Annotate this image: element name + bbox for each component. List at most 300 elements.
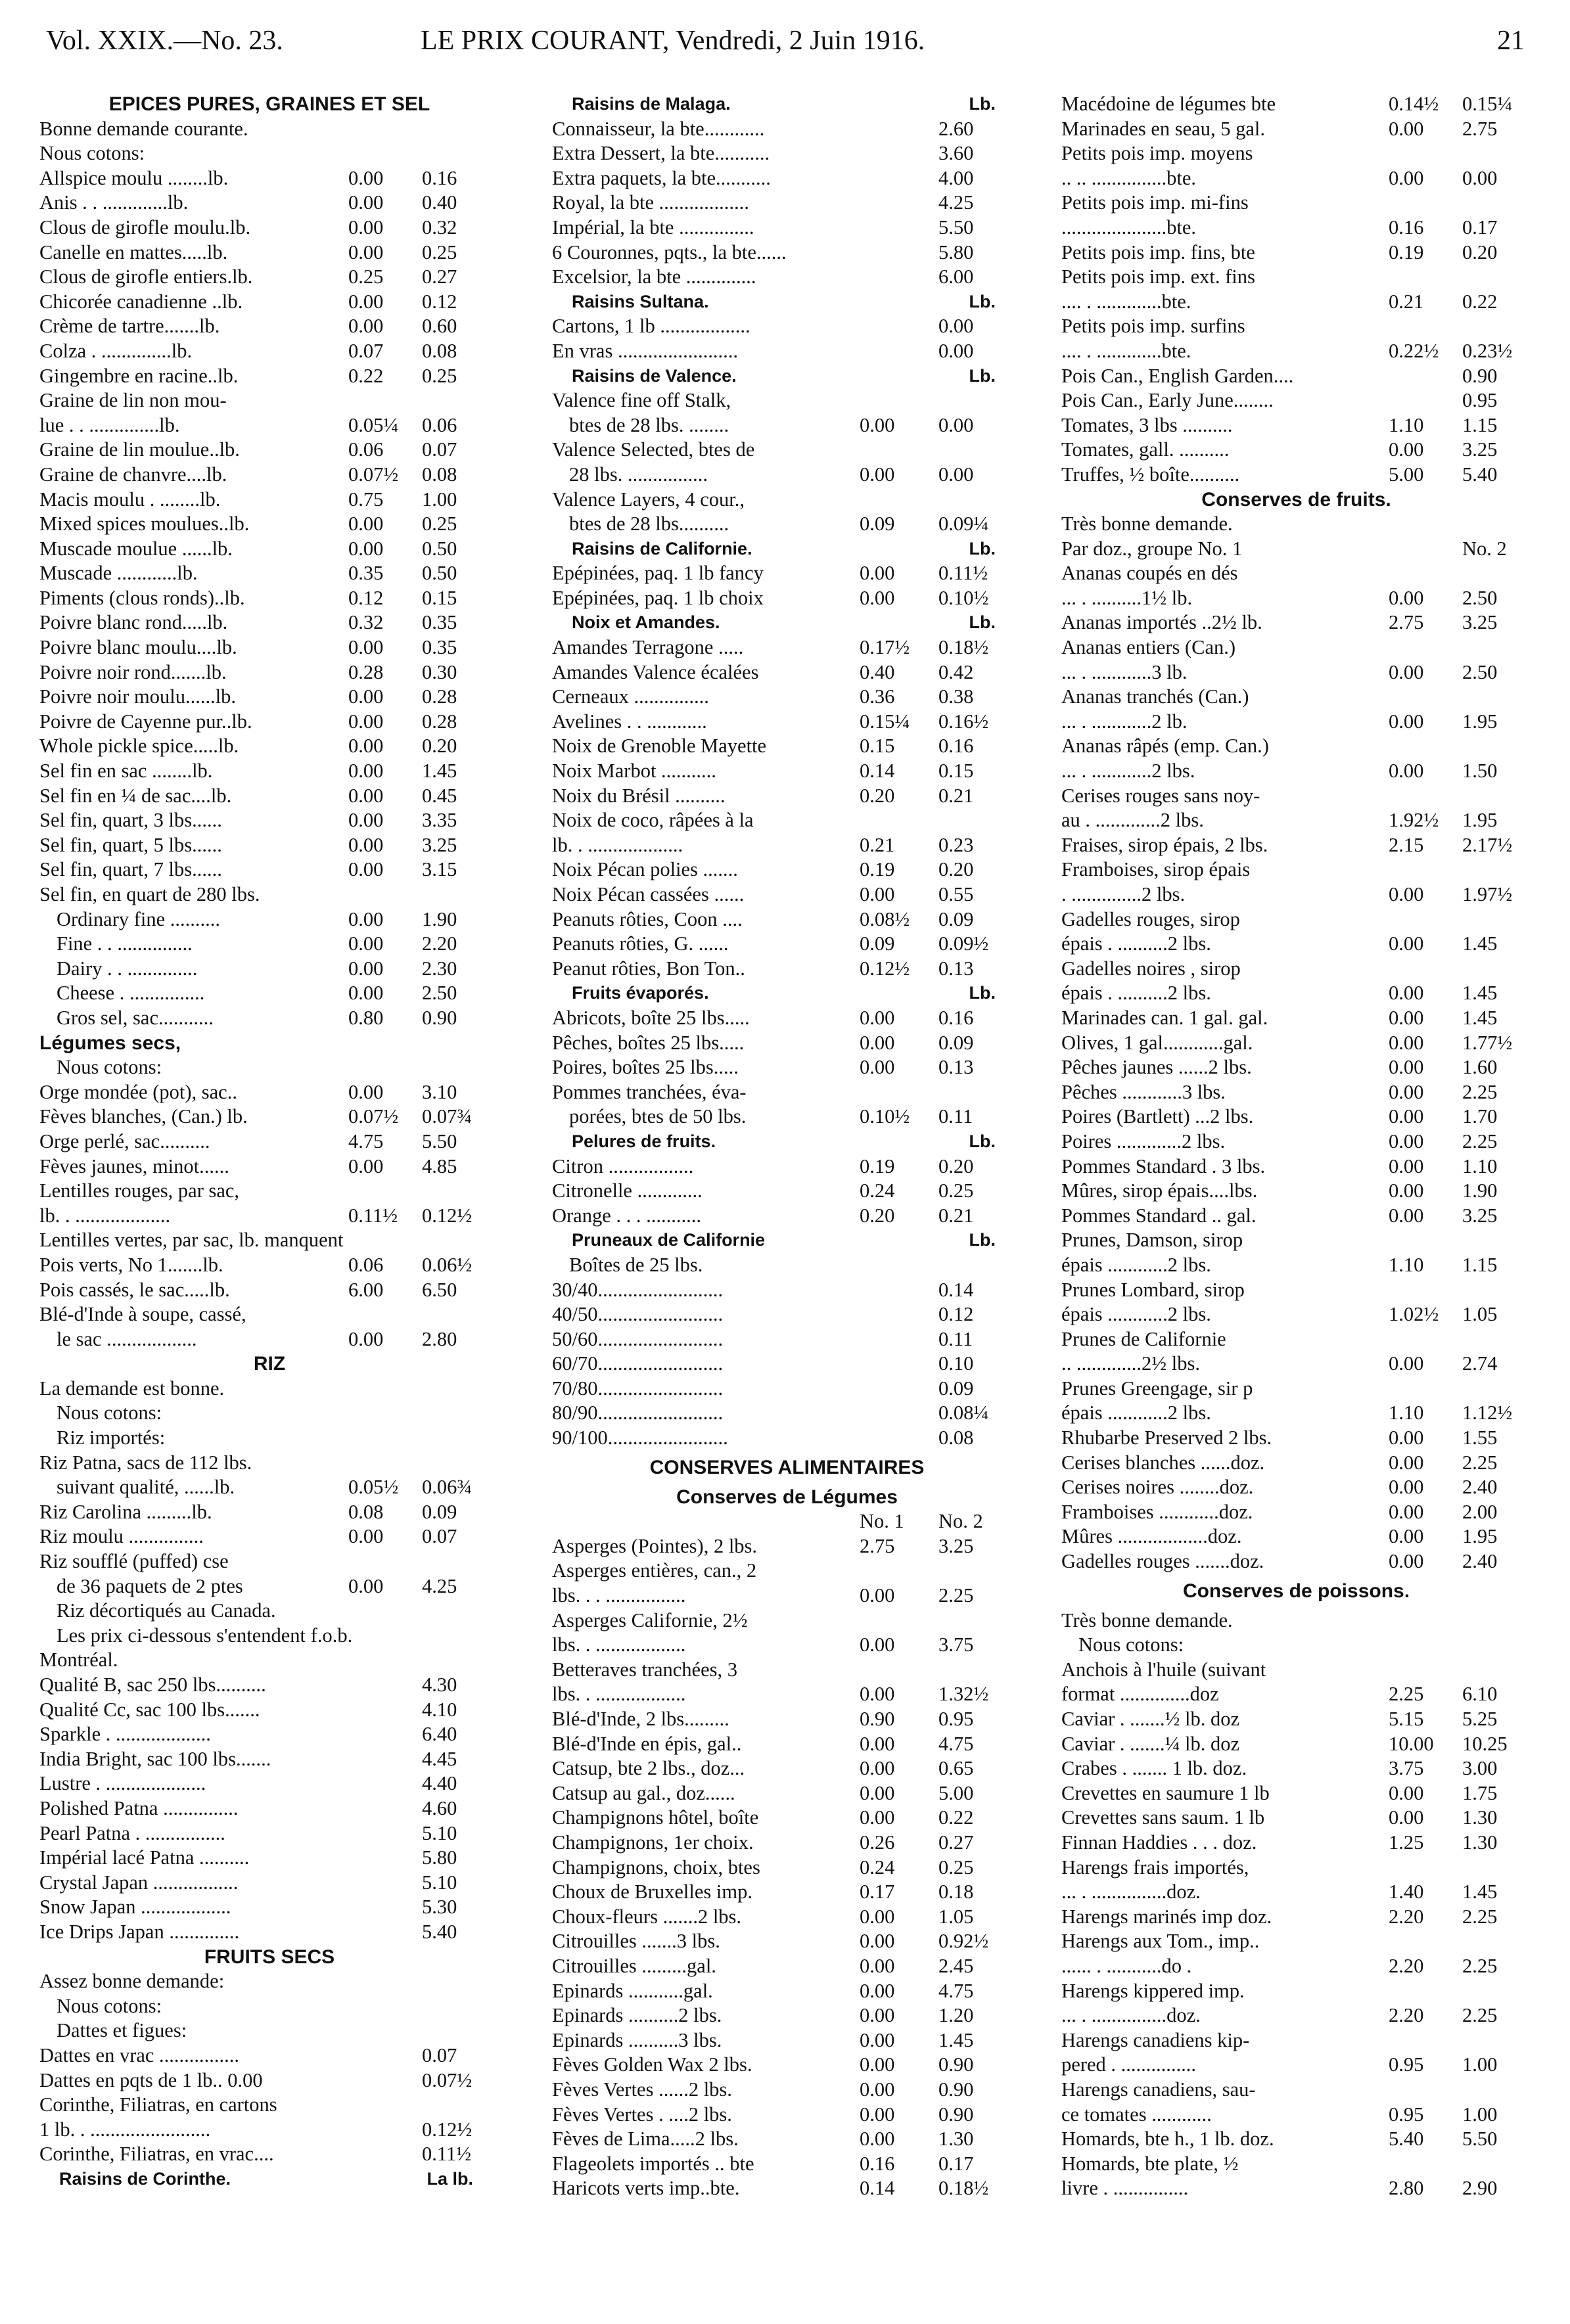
item-label: Orge mondée (pot), sac..	[39, 1080, 237, 1103]
text-line	[1061, 1856, 1531, 1880]
text-line	[552, 488, 1022, 513]
text-line	[552, 1253, 1022, 1278]
price-high: 0.08¼	[938, 1401, 989, 1424]
price-low: 1.92½	[1389, 809, 1439, 832]
item-label: ... . ............3 lb.	[1061, 660, 1188, 683]
price-low: 0.08½	[860, 907, 910, 930]
price-high: 0.42	[938, 660, 974, 683]
newspaper-title: LE PRIX COURANT, Vendredi, 2 Juin 1916.	[421, 26, 925, 56]
price-low: 0.24	[860, 1179, 895, 1202]
price-low: 0.00	[860, 1732, 895, 1755]
price-row	[39, 1006, 499, 1031]
column-right	[1061, 92, 1531, 2201]
price-low: 0.07½	[348, 463, 399, 486]
price-high: Lb.	[969, 94, 996, 114]
price-low: 0.00	[1389, 1080, 1424, 1103]
price-low: 1.10	[1389, 413, 1424, 436]
item-label: Champignons hôtel, boîte	[552, 1806, 759, 1829]
price-row	[552, 1055, 1022, 1080]
item-label: Caviar . .......½ lb. doz	[1061, 1708, 1240, 1730]
price-row	[1061, 759, 1531, 784]
price-high: 4.00	[938, 166, 974, 189]
item-label: Assez bonne demande:	[39, 1970, 225, 1993]
item-label: Crabes . ....... 1 lb. doz.	[1061, 1757, 1247, 1780]
price-high: 0.14	[938, 1278, 974, 1301]
item-label: Sel fin, quart, 5 lbs......	[39, 833, 222, 856]
item-label: Très bonne demande.	[1061, 1608, 1233, 1631]
price-low: 0.75	[348, 488, 384, 511]
text-line	[1061, 1658, 1531, 1683]
section-heading	[1061, 488, 1531, 513]
price-row	[39, 784, 499, 809]
price-high: 0.20	[1462, 240, 1498, 263]
price-high: 2.25	[1462, 1451, 1498, 1474]
subsection-heading	[552, 537, 1022, 562]
price-high: 0.09	[938, 907, 974, 930]
item-label: btes de 28 lbs..........	[569, 513, 729, 535]
price-row	[1061, 1707, 1531, 1732]
price-low: 0.00	[348, 1154, 384, 1177]
item-label: India Bright, sac 100 lbs.......	[39, 1747, 271, 1770]
price-row	[39, 1747, 499, 1772]
text-line	[1061, 191, 1531, 216]
price-row	[39, 2142, 499, 2167]
item-label: Cerneaux ...............	[552, 685, 709, 708]
price-high: 0.13	[938, 957, 974, 980]
price-low: 0.95	[1389, 2103, 1424, 2126]
price-low: 0.00	[1389, 1476, 1424, 1499]
price-high: Lb.	[969, 1230, 996, 1250]
text-line	[39, 1648, 499, 1673]
item-label: Riz décortiqués au Canada.	[57, 1599, 276, 1622]
price-low: 0.00	[1389, 760, 1424, 783]
item-label: Raisins Sultana.	[572, 291, 709, 311]
item-label: Royal, la bte ..................	[552, 191, 749, 214]
price-high: 0.35	[422, 636, 457, 659]
price-row	[39, 586, 499, 611]
price-low: 0.14	[860, 760, 895, 783]
price-row	[552, 1682, 1022, 1707]
item-label: Truffes, ½ boîte..........	[1061, 463, 1240, 486]
item-label: Sel fin en sac ........lb.	[39, 760, 213, 783]
price-row	[39, 932, 499, 957]
price-low: 0.12½	[860, 957, 910, 980]
item-label: Muscade ............lb.	[39, 562, 198, 585]
price-low: 0.00	[1389, 1105, 1424, 1128]
text-line	[39, 1624, 499, 1649]
price-row	[552, 857, 1022, 882]
price-high: 2.45	[938, 1954, 974, 1977]
item-label: Graine de lin moulue..lb.	[39, 438, 240, 461]
item-label: Epinards ...........gal.	[552, 1979, 713, 2002]
price-low: 0.00	[1389, 1031, 1424, 1054]
item-label: Gingembre en racine..lb.	[39, 364, 239, 387]
text-line	[1061, 784, 1531, 809]
text-line	[1061, 1228, 1531, 1253]
item-label: Gadelles noires , sirop	[1061, 957, 1241, 980]
item-label: Petits pois imp. ext. fins	[1061, 265, 1255, 288]
price-low: 0.00	[348, 784, 384, 807]
item-label: 28 lbs. ................	[569, 463, 708, 486]
price-high: 0.17	[938, 2152, 974, 2175]
price-high: 0.00	[1462, 166, 1498, 189]
price-row	[552, 1534, 1022, 1559]
price-row	[39, 1673, 499, 1698]
item-label: Tomates, 3 lbs ..........	[1061, 413, 1233, 436]
price-row	[1061, 166, 1531, 191]
item-label: Corinthe, Filiatras, en cartons	[39, 2093, 277, 2116]
item-label: Impérial, la bte ...............	[552, 216, 754, 239]
price-row	[39, 1821, 499, 1846]
price-high: 2.50	[1462, 660, 1498, 683]
item-label: épais . ..........2 lbs.	[1061, 982, 1211, 1005]
price-low: 2.75	[1389, 611, 1424, 634]
price-high: 1.20	[938, 2004, 974, 2027]
price-row	[1061, 463, 1531, 488]
item-label: Citron .................	[552, 1154, 694, 1177]
price-row	[552, 240, 1022, 265]
item-label: Betteraves tranchées, 3	[552, 1658, 737, 1681]
price-row	[39, 1524, 499, 1549]
price-row	[39, 857, 499, 882]
price-row	[39, 759, 499, 784]
price-row	[552, 191, 1022, 216]
text-line	[552, 1658, 1022, 1683]
item-label: Anchois à l'huile (suivant	[1061, 1658, 1266, 1681]
price-row	[552, 586, 1022, 611]
price-high: 0.06	[422, 413, 457, 436]
item-label: Muscade moulue ......lb.	[39, 537, 233, 560]
price-high: 0.06¾	[422, 1476, 473, 1499]
price-high: 1.30	[938, 2128, 974, 2151]
price-low: 0.22½	[1389, 339, 1439, 362]
price-high: 0.50	[422, 537, 457, 560]
price-high: 6.40	[422, 1723, 457, 1746]
price-row	[39, 240, 499, 265]
item-label: épais ............2 lbs.	[1061, 1303, 1211, 1326]
price-high: 0.11	[938, 1105, 973, 1128]
price-low: 0.12	[348, 586, 384, 609]
price-low: 0.17½	[860, 636, 910, 659]
price-high: 4.25	[938, 191, 974, 214]
price-high: 4.40	[422, 1772, 457, 1795]
price-row	[1061, 660, 1531, 685]
price-high: 0.25	[938, 1179, 974, 1202]
item-label: suivant qualité, ......lb.	[57, 1476, 235, 1499]
price-low: 0.00	[348, 858, 384, 881]
price-low: 0.00	[1389, 1806, 1424, 1829]
price-low: 2.20	[1389, 2004, 1424, 2027]
item-label: Dairy . . ..............	[57, 957, 198, 980]
item-label: Poivre de Cayenne pur..lb.	[39, 710, 252, 733]
price-row	[1061, 1831, 1531, 1856]
price-high: 0.07	[422, 2043, 457, 2066]
text-line	[39, 1055, 499, 1080]
item-label: Caviar . .......¼ lb. doz	[1061, 1732, 1240, 1755]
item-label: Pommes Standard .. gal.	[1061, 1204, 1257, 1227]
price-high: 1.70	[1462, 1105, 1498, 1128]
price-row	[1061, 364, 1531, 389]
item-label: .. .............2½ lbs.	[1061, 1352, 1200, 1375]
price-low: 0.00	[348, 166, 384, 189]
price-row	[1061, 882, 1531, 907]
item-label: Avelines . . ............	[552, 710, 707, 733]
price-row	[1061, 537, 1531, 562]
price-high: 1.45	[422, 760, 457, 783]
item-label: Ananas importés ..2½ lb.	[1061, 611, 1262, 634]
price-high: 5.10	[422, 1821, 457, 1844]
item-label: Fine . . ...............	[57, 932, 193, 955]
price-high: 0.12½	[422, 1204, 473, 1227]
price-high: 1.00	[422, 488, 457, 511]
item-label: Poires, boîtes 25 lbs.....	[552, 1056, 739, 1079]
price-high: 2.40	[1462, 1476, 1498, 1499]
item-label: Peanuts rôties, Coon ....	[552, 907, 743, 930]
item-label: Ananas coupés en dés	[1061, 562, 1238, 585]
price-low: 0.00	[1389, 883, 1424, 905]
price-high: 0.21	[938, 1204, 974, 1227]
price-row	[39, 1574, 499, 1599]
price-row	[39, 1895, 499, 1920]
item-label: Crème de tartre.......lb.	[39, 315, 220, 338]
price-row	[552, 1105, 1022, 1129]
price-low: 0.00	[860, 2078, 895, 2101]
price-low: 0.14	[860, 2177, 895, 2200]
price-high: 5.80	[938, 240, 974, 263]
item-label: Fruits évaporés.	[572, 983, 709, 1003]
price-high: 0.09	[938, 1377, 974, 1400]
price-high: 2.25	[1462, 1129, 1498, 1152]
item-label: pered . ...............	[1061, 2053, 1196, 2076]
price-low: 2.75	[860, 1534, 895, 1557]
price-row	[39, 734, 499, 759]
item-label: Raisins de Malaga.	[572, 94, 731, 114]
item-label: ... . ...............doz.	[1061, 1880, 1201, 1903]
price-high: 0.45	[422, 784, 457, 807]
item-label: épais ............2 lbs.	[1061, 1253, 1211, 1276]
text-line	[39, 2018, 499, 2043]
price-high: 6.00	[938, 265, 974, 288]
price-row	[552, 166, 1022, 191]
price-high: 3.25	[422, 833, 457, 856]
item-label: Champignons, 1er choix.	[552, 1831, 754, 1854]
price-row	[552, 1401, 1022, 1426]
item-label: Valence fine off Stalk,	[552, 389, 731, 412]
text-line	[1061, 141, 1531, 166]
price-row	[39, 537, 499, 562]
price-low: 0.19	[860, 1154, 895, 1177]
text-line	[39, 141, 499, 166]
price-row	[39, 1475, 499, 1500]
item-label: Pois Can., Early June........	[1061, 389, 1274, 412]
price-low: 0.00	[348, 513, 384, 535]
price-row	[1061, 1500, 1531, 1525]
item-label: CONSERVES ALIMENTAIRES	[649, 1456, 925, 1478]
price-row	[552, 1633, 1022, 1658]
item-label: Epépinées, paq. 1 lb fancy	[552, 562, 764, 585]
item-label: Macis moulu . ........lb.	[39, 488, 221, 511]
item-label: Fèves jaunes, minot......	[39, 1154, 229, 1177]
item-label: lbs. . ..................	[552, 1683, 686, 1706]
price-row	[1061, 710, 1531, 735]
price-row	[1061, 1006, 1531, 1031]
price-row	[552, 833, 1022, 858]
price-high: Lb.	[969, 1131, 996, 1151]
item-label: Blé-d'Inde en épis, gal..	[552, 1732, 742, 1755]
item-label: Polished Patna ...............	[39, 1796, 239, 1819]
price-high: 1.77½	[1462, 1031, 1513, 1054]
price-row	[39, 2118, 499, 2143]
price-row	[39, 2068, 499, 2093]
price-high: 0.95	[938, 1708, 974, 1730]
price-high: La lb.	[427, 2168, 473, 2189]
price-row	[552, 1006, 1022, 1031]
item-label: Pêches ............3 lbs.	[1061, 1080, 1226, 1103]
item-label: Gros sel, sac...........	[57, 1006, 214, 1029]
price-high: 0.38	[938, 685, 974, 708]
price-high: 0.08	[422, 339, 457, 362]
item-label: Pêches jaunes ......2 lbs.	[1061, 1056, 1252, 1079]
item-label: Poivre noir moulu......lb.	[39, 685, 237, 708]
item-label: Conserves de poissons.	[1182, 1580, 1410, 1602]
item-label: Clous de girofle entiers.lb.	[39, 265, 253, 288]
item-label: porées, btes de 50 lbs.	[569, 1105, 747, 1128]
item-label: Pruneaux de Californie	[572, 1230, 766, 1250]
price-low: 0.21	[1389, 290, 1424, 313]
price-row	[552, 1756, 1022, 1781]
price-row	[1061, 388, 1531, 413]
price-row	[39, 907, 499, 932]
price-high: 0.09½	[938, 932, 989, 955]
price-high: 5.50	[422, 1129, 457, 1152]
price-low: 0.00	[860, 1633, 895, 1656]
price-low: 0.80	[348, 1006, 384, 1029]
price-high: 1.05	[1462, 1303, 1498, 1326]
price-row	[39, 488, 499, 513]
price-row	[552, 1905, 1022, 1930]
price-high: 0.13	[938, 1056, 974, 1079]
price-high: 1.95	[1462, 1525, 1498, 1548]
price-low: 0.00	[1389, 1550, 1424, 1573]
item-label: Blé-d'Inde, 2 lbs.........	[552, 1708, 729, 1730]
item-label: Finnan Haddies . . . doz.	[1061, 1831, 1257, 1854]
price-row	[552, 932, 1022, 957]
item-label: Valence Selected, btes de	[552, 438, 755, 461]
text-line	[1061, 857, 1531, 882]
item-label: Clous de girofle moulu.lb.	[39, 216, 251, 239]
price-high: 0.09¼	[938, 513, 989, 535]
price-high: 2.40	[1462, 1550, 1498, 1573]
price-high: 0.11½	[422, 2143, 472, 2166]
text-line	[1061, 1929, 1531, 1954]
price-row	[39, 216, 499, 240]
price-high: 0.07	[422, 1525, 457, 1548]
price-high: Lb.	[969, 365, 996, 386]
price-row	[1061, 1905, 1531, 1930]
item-label: Flageolets importés .. bte	[552, 2152, 754, 2175]
price-high: 0.25	[422, 513, 457, 535]
price-row	[552, 1204, 1022, 1229]
price-low: 0.00	[348, 760, 384, 783]
price-row	[39, 339, 499, 364]
price-row	[552, 907, 1022, 932]
item-label: Graine de chanvre....lb.	[39, 463, 227, 486]
price-row	[552, 2053, 1022, 2078]
price-row	[552, 1426, 1022, 1451]
item-label: Pommes Standard . 3 lbs.	[1061, 1154, 1266, 1177]
price-high: 0.90	[422, 1006, 457, 1029]
text-line	[1061, 2078, 1531, 2103]
text-line	[1061, 1278, 1531, 1303]
price-low: 0.19	[1389, 240, 1424, 263]
price-high: 0.10½	[938, 586, 989, 609]
item-label: Qualité B, sac 250 lbs..........	[39, 1674, 266, 1696]
item-label: Orge perlé, sac..........	[39, 1129, 210, 1152]
subsection-heading	[39, 1031, 499, 1056]
price-high: 4.10	[422, 1698, 457, 1721]
item-label: Marinades can. 1 gal. gal.	[1061, 1006, 1268, 1029]
item-label: Sel fin en ¼ de sac....lb.	[39, 784, 232, 807]
price-high: 0.16½	[938, 710, 989, 733]
price-high: 0.15	[422, 586, 457, 609]
price-row	[39, 364, 499, 389]
item-label: Valence Layers, 4 cour.,	[552, 488, 745, 511]
price-row	[39, 265, 499, 290]
price-row	[552, 1327, 1022, 1352]
item-label: ... . ..........1½ lb.	[1061, 586, 1193, 609]
price-high: 6.50	[422, 1278, 457, 1301]
price-high: 2.25	[938, 1584, 974, 1607]
item-label: Raisins de Corinthe.	[59, 2168, 231, 2189]
price-row	[552, 1584, 1022, 1608]
price-low: 0.90	[860, 1708, 895, 1730]
price-row	[39, 1327, 499, 1352]
item-label: Lentilles vertes, par sac, lb. manquent	[39, 1229, 344, 1252]
price-low: 0.11½	[348, 1204, 398, 1227]
price-high: 0.23	[938, 833, 974, 856]
item-label: Crystal Japan .................	[39, 1871, 239, 1894]
price-high: 0.90	[938, 2103, 974, 2126]
item-label: Amandes Terragone .....	[552, 636, 744, 659]
item-label: 70/80.........................	[552, 1377, 724, 1400]
item-label: le sac ..................	[57, 1327, 197, 1350]
text-line	[39, 1179, 499, 1204]
item-label: Fèves Vertes . ....2 lbs.	[552, 2103, 732, 2126]
price-high: 2.25	[1462, 1954, 1498, 1977]
item-label: Raisins de Californie.	[572, 538, 752, 558]
price-high: 1.15	[1462, 1253, 1498, 1276]
price-high: 2.75	[1462, 117, 1498, 140]
price-low: 0.05¼	[348, 413, 399, 436]
item-label: Excelsior, la bte ..............	[552, 265, 756, 288]
text-line	[39, 1426, 499, 1451]
price-high: 1.00	[1462, 2053, 1498, 2076]
price-high: 0.07	[422, 438, 457, 461]
price-low: 0.20	[860, 784, 895, 807]
price-row	[1061, 1880, 1531, 1905]
item-label: Corinthe, Filiatras, en vrac....	[39, 2143, 274, 2166]
item-label: Asperges (Pointes), 2 lbs.	[552, 1534, 758, 1557]
price-row	[1061, 339, 1531, 364]
price-row	[39, 1698, 499, 1723]
item-label: Riz Carolina .........lb.	[39, 1500, 212, 1523]
price-low: 0.00	[1389, 1451, 1424, 1474]
item-label: Légumes secs,	[39, 1032, 181, 1054]
price-low: 10.00	[1389, 1732, 1434, 1755]
section-heading	[552, 1451, 1022, 1485]
price-row	[39, 1920, 499, 1945]
item-label: 60/70.........................	[552, 1352, 724, 1375]
